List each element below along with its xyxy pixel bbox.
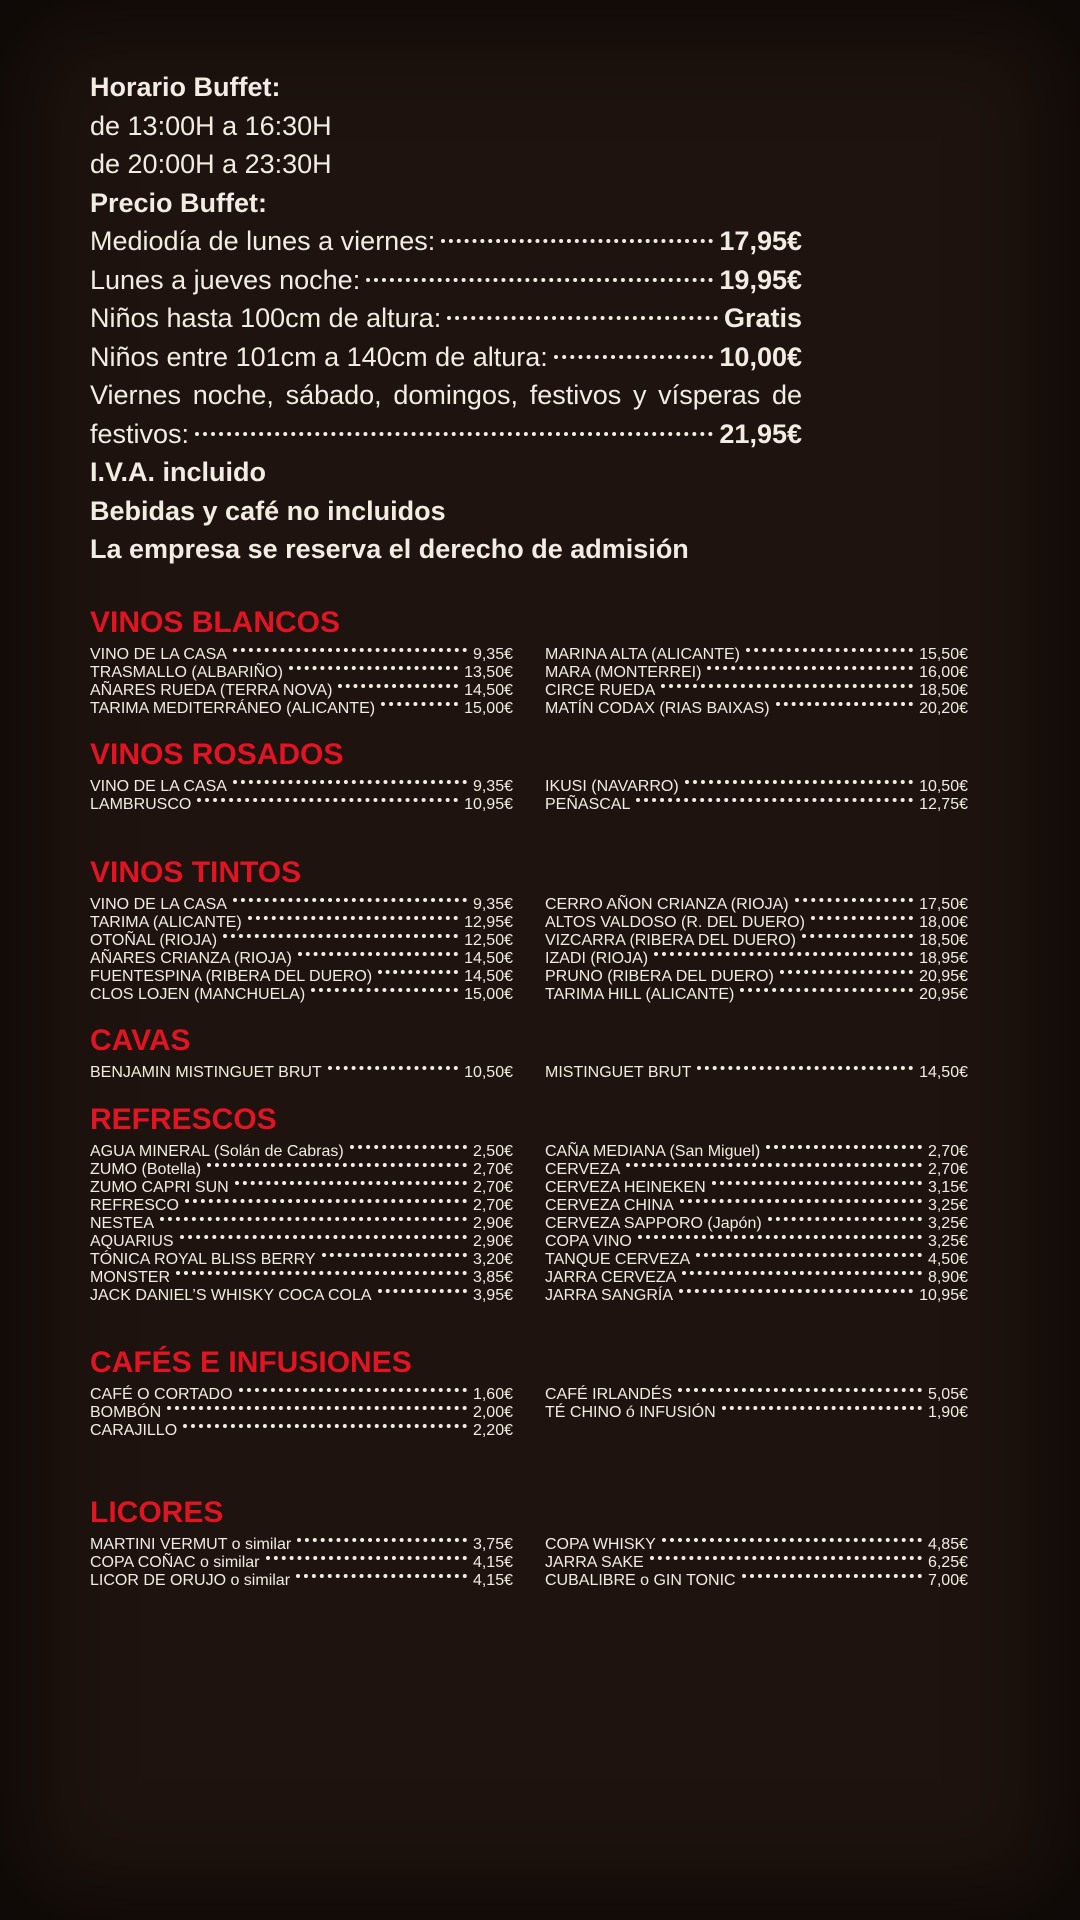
menu-item-label: COPA WHISKY [545,1536,656,1553]
menu-item-price: 10,50€ [919,778,968,795]
menu-item-row [90,1572,513,1590]
menu-item-row [90,986,513,1004]
schedule-lines [90,107,802,184]
menu-item-price: 14,50€ [464,682,513,699]
buffet-price-row [90,299,802,338]
menu-item-label: CUBALIBRE o GIN TONIC [545,1572,736,1589]
menu-item-price: 3,75€ [472,1536,513,1553]
menu-item-label: FUENTESPINA (RIBERA DEL DUERO) [90,968,373,985]
section-title-vinos-blancos: VINOS BLANCOS [90,606,341,639]
menu-item-row [545,1161,968,1179]
menu-item-label: CLOS LOJEN (MANCHUELA) [90,986,306,1003]
buffet-price-price: Gratis [723,303,802,333]
menu-item-price: 18,50€ [919,682,968,699]
section-columns [90,646,968,718]
menu-item-price: 18,00€ [919,914,968,931]
section-columns [90,1536,968,1590]
menu-item-price: 20,95€ [919,986,968,1003]
cafes-e-infusiones-right-column [545,1386,968,1440]
cavas-left-column [90,1064,513,1082]
buffet-info-block [90,68,802,569]
menu-item-row [90,1233,513,1251]
vinos-blancos-left-column [90,646,513,718]
menu-item-label: VIZCARRA (RIBERA DEL DUERO) [545,932,797,949]
buffet-price-label: Niños entre 101cm a 140cm de altura: [90,341,548,372]
menu-item-price: 2,00€ [472,1404,513,1421]
menu-item-row [90,950,513,968]
menu-item-row [90,1161,513,1179]
section-columns [90,896,968,1004]
menu-item-price: 15,50€ [919,646,968,663]
menu-item-label: CERVEZA SAPPORO (Japón) [545,1215,762,1232]
menu-item-row [90,1064,513,1082]
menu-item-label: IKUSI (NAVARRO) [545,778,679,795]
menu-item-row [90,896,513,914]
menu-item-row [90,1269,513,1287]
menu-item-row [545,646,968,664]
buffet-price-price: 21,95€ [719,418,802,449]
buffet-price-label: festivos: [90,418,190,449]
menu-item-row [90,1386,513,1404]
menu-item-price: 17,50€ [919,896,968,913]
menu-item-row [90,932,513,950]
menu-item-price: 5,05€ [927,1386,968,1403]
buffet-price-lines [90,222,802,453]
menu-item-row [545,968,968,986]
menu-item-label: REFRESCO [90,1197,179,1214]
menu-item-label: COPA COÑAC o similar [90,1554,260,1571]
menu-item-row [545,932,968,950]
menu-item-row [545,896,968,914]
vinos-tintos-right-column [545,896,968,1004]
menu-item-price: 14,50€ [464,950,513,967]
menu-item-label: VINO DE LA CASA [90,646,227,663]
menu-item-price: 2,70€ [927,1161,968,1178]
menu-section-cafes-e-infusiones [90,1346,968,1440]
menu-item-row [90,1197,513,1215]
menu-item-price: 2,70€ [472,1179,513,1196]
menu-item-price: 4,85€ [927,1536,968,1553]
menu-item-price: 4,50€ [927,1251,968,1268]
cavas-right-column [545,1064,968,1082]
menu-item-row [90,1404,513,1422]
menu-item-row [545,1215,968,1233]
menu-item-row [545,796,968,814]
menu-item-price: 10,95€ [464,796,513,813]
menu-item-price: 10,95€ [919,1287,968,1304]
menu-item-label: LAMBRUSCO [90,796,192,813]
menu-item-label: TANQUE CERVEZA [545,1251,691,1268]
menu-section-vinos-tintos [90,856,968,1004]
section-title-vinos-rosados: VINOS ROSADOS [90,738,344,771]
menu-item-label: CERRO AÑON CRIANZA (RIOJA) [545,896,789,913]
menu-item-row [545,778,968,796]
menu-item-row [545,1143,968,1161]
buffet-price-label: Niños hasta 100cm de altura: [90,303,442,333]
menu-item-row [545,1064,968,1082]
menu-item-price: 2,90€ [472,1233,513,1250]
menu-item-price: 15,00€ [464,986,513,1003]
menu-item-row [90,968,513,986]
menu-item-label: ZUMO CAPRI SUN [90,1179,229,1196]
menu-section-vinos-blancos [90,606,968,718]
menu-item-price: 2,70€ [472,1197,513,1214]
menu-item-row [545,1572,968,1590]
menu-item-row [545,664,968,682]
section-title-cavas: CAVAS [90,1024,191,1057]
buffet-price-row [90,222,802,261]
buffet-note: La empresa se reserva el derecho de admisión [90,534,689,564]
refrescos-right-column [545,1143,968,1305]
menu-item-price: 18,50€ [919,932,968,949]
menu-item-label: JARRA CERVEZA [545,1269,677,1286]
cafes-e-infusiones-left-column [90,1386,513,1440]
menu-item-price: 3,25€ [927,1197,968,1214]
menu-item-label: JARRA SAKE [545,1554,644,1571]
price-title: Precio Buffet: [90,187,268,218]
menu-item-label: CAFÉ IRLANDÉS [545,1386,673,1403]
licores-left-column [90,1536,513,1590]
menu-item-row [90,796,513,814]
menu-item-row [545,1554,968,1572]
buffet-price-label: Mediodía de lunes a viernes: [90,226,436,256]
buffet-price-label: Lunes a jueves noche: [90,264,361,295]
buffet-price-row [90,338,802,377]
menu-sections [90,606,968,1590]
menu-item-label: MATÍN CODAX (RIAS BAIXAS) [545,700,770,717]
section-title-vinos-tintos: VINOS TINTOS [90,856,302,889]
menu-item-label: MISTINGUET BRUT [545,1064,692,1081]
menu-item-label: AÑARES RUEDA (TERRA NOVA) [90,682,333,699]
menu-item-label: MONSTER [90,1269,170,1286]
menu-item-price: 20,95€ [919,968,968,985]
menu-item-row [90,1536,513,1554]
menu-item-label: CIRCE RUEDA [545,682,656,699]
menu-item-price: 3,25€ [927,1215,968,1232]
menu-item-price: 18,95€ [919,950,968,967]
buffet-note: Bebidas y café no incluidos [90,495,446,526]
section-columns [90,1143,968,1305]
menu-item-row [90,1422,513,1440]
menu-item-label: OTOÑAL (RIOJA) [90,932,218,949]
menu-item-row [545,1197,968,1215]
menu-item-row [90,1251,513,1269]
vinos-tintos-left-column [90,896,513,1004]
menu-item-row [545,986,968,1004]
menu-item-price: 1,60€ [472,1386,513,1403]
schedule-line: de 13:00H a 16:30H [90,110,332,141]
menu-item-row [545,1179,968,1197]
menu-item-price: 4,15€ [472,1554,513,1571]
menu-item-row [545,1251,968,1269]
buffet-price-row [90,415,802,454]
menu-item-label: TRASMALLO (ALBARIÑO) [90,664,283,681]
menu-item-price: 2,70€ [472,1161,513,1178]
menu-item-row [90,1287,513,1305]
menu-item-price: 3,95€ [472,1287,513,1304]
menu-item-label: CAFÉ O CORTADO [90,1386,233,1403]
menu-item-label: TARIMA (ALICANTE) [90,914,242,931]
menu-item-row [545,914,968,932]
menu-item-label: CARAJILLO [90,1422,178,1439]
buffet-price-price: 10,00€ [719,341,802,372]
menu-item-price: 9,35€ [472,896,513,913]
menu-item-label: CAÑA MEDIANA (San Miguel) [545,1143,761,1160]
menu-item-label: NESTEA [90,1215,155,1232]
buffet-notes [90,453,802,569]
menu-item-price: 3,15€ [927,1179,968,1196]
menu-item-label: CERVEZA CHINA [545,1197,674,1214]
menu-item-price: 3,20€ [472,1251,513,1268]
menu-item-label: IZADI (RIOJA) [545,950,649,967]
menu-item-row [545,700,968,718]
menu-item-label: ZUMO (Botella) [90,1161,202,1178]
vinos-rosados-right-column [545,778,968,814]
menu-section-licores [90,1496,968,1590]
menu-item-row [90,1179,513,1197]
menu-item-label: LICOR DE ORUJO o similar [90,1572,291,1589]
menu-section-vinos-rosados [90,738,968,814]
menu-item-row [90,646,513,664]
menu-item-price: 12,75€ [919,796,968,813]
menu-item-label: BENJAMIN MISTINGUET BRUT [90,1064,322,1081]
menu-item-row [90,1215,513,1233]
section-columns [90,778,968,814]
menu-item-row [90,682,513,700]
menu-item-price: 4,15€ [472,1572,513,1589]
menu-item-row [90,1554,513,1572]
menu-item-price: 10,50€ [464,1064,513,1081]
section-columns [90,1064,968,1082]
menu-item-label: TÉ CHINO ó INFUSIÓN [545,1404,716,1421]
menu-item-label: MARTINI VERMUT o similar [90,1536,292,1553]
menu-item-label: AQUARIUS [90,1233,174,1250]
menu-item-label: AGUA MINERAL (Solán de Cabras) [90,1143,344,1160]
menu-item-price: 2,50€ [472,1143,513,1160]
section-title-licores: LICORES [90,1496,224,1529]
menu-item-label: TARIMA MEDITERRÁNEO (ALICANTE) [90,700,376,717]
menu-item-price: 14,50€ [919,1064,968,1081]
menu-item-price: 15,00€ [464,700,513,717]
menu-section-cavas [90,1024,968,1082]
vinos-blancos-right-column [545,646,968,718]
menu-item-row [545,950,968,968]
menu-item-price: 2,70€ [927,1143,968,1160]
menu-item-price: 9,35€ [472,778,513,795]
menu-item-label: CERVEZA HEINEKEN [545,1179,706,1196]
menu-item-row [545,1233,968,1251]
menu-section-refrescos [90,1103,968,1305]
menu-item-price: 3,25€ [927,1233,968,1250]
menu-item-label: VINO DE LA CASA [90,778,227,795]
menu-item-row [90,914,513,932]
menu-item-label: TÓNICA ROYAL BLISS BERRY [90,1251,316,1268]
buffet-note: I.V.A. incluido [90,457,267,487]
buffet-price-row [90,261,802,300]
menu-item-price: 8,90€ [927,1269,968,1286]
menu-item-label: PEÑASCAL [545,796,631,813]
section-title-cafes-e-infusiones: CAFÉS E INFUSIONES [90,1346,412,1379]
menu-item-label: MARA (MONTERREI) [545,664,702,681]
menu-item-row [90,700,513,718]
menu-item-label: BOMBÓN [90,1404,162,1421]
menu-item-label: MARINA ALTA (ALICANTE) [545,646,741,663]
menu-item-label: VINO DE LA CASA [90,896,227,913]
buffet-price-wrap-line: Viernes noche, sábado, domingos, festivos y vísperas de [90,380,802,410]
menu-item-row [545,1404,968,1422]
section-columns [90,1386,968,1440]
menu-item-price: 3,85€ [472,1269,513,1286]
menu-item-row [90,778,513,796]
menu-item-price: 20,20€ [919,700,968,717]
menu-item-price: 7,00€ [927,1572,968,1589]
menu-item-price: 6,25€ [927,1554,968,1571]
schedule-title: Horario Buffet: [90,72,281,102]
menu-item-price: 16,00€ [919,664,968,681]
menu-item-label: ALTOS VALDOSO (R. DEL DUERO) [545,914,805,931]
menu-item-label: CERVEZA [545,1161,621,1178]
menu-item-price: 13,50€ [464,664,513,681]
buffet-price-price: 17,95€ [719,226,802,256]
menu-item-label: AÑARES CRIANZA (RIOJA) [90,950,292,967]
section-title-refrescos: REFRESCOS [90,1103,277,1136]
buffet-price-price: 19,95€ [719,264,802,295]
schedule-line: de 20:00H a 23:30H [90,149,332,179]
menu-item-price: 9,35€ [472,646,513,663]
menu-item-label: PRUNO (RIBERA DEL DUERO) [545,968,774,985]
menu-item-row [545,1269,968,1287]
menu-item-price: 2,90€ [472,1215,513,1232]
menu-item-row [545,1386,968,1404]
menu-item-row [90,1143,513,1161]
menu-item-row [545,1536,968,1554]
menu-item-price: 2,20€ [472,1422,513,1439]
menu-item-price: 12,95€ [464,914,513,931]
menu-item-label: TARIMA HILL (ALICANTE) [545,986,735,1003]
menu-item-price: 12,50€ [464,932,513,949]
vinos-rosados-left-column [90,778,513,814]
menu-item-row [545,682,968,700]
menu-item-row [90,664,513,682]
menu-item-price: 1,90€ [927,1404,968,1421]
menu-item-label: COPA VINO [545,1233,632,1250]
licores-right-column [545,1536,968,1590]
menu-item-row [545,1287,968,1305]
menu-item-label: JARRA SANGRÍA [545,1287,674,1304]
refrescos-left-column [90,1143,513,1305]
menu-item-label: JACK DANIEL’S WHISKY COCA COLA [90,1287,372,1304]
menu-item-price: 14,50€ [464,968,513,985]
